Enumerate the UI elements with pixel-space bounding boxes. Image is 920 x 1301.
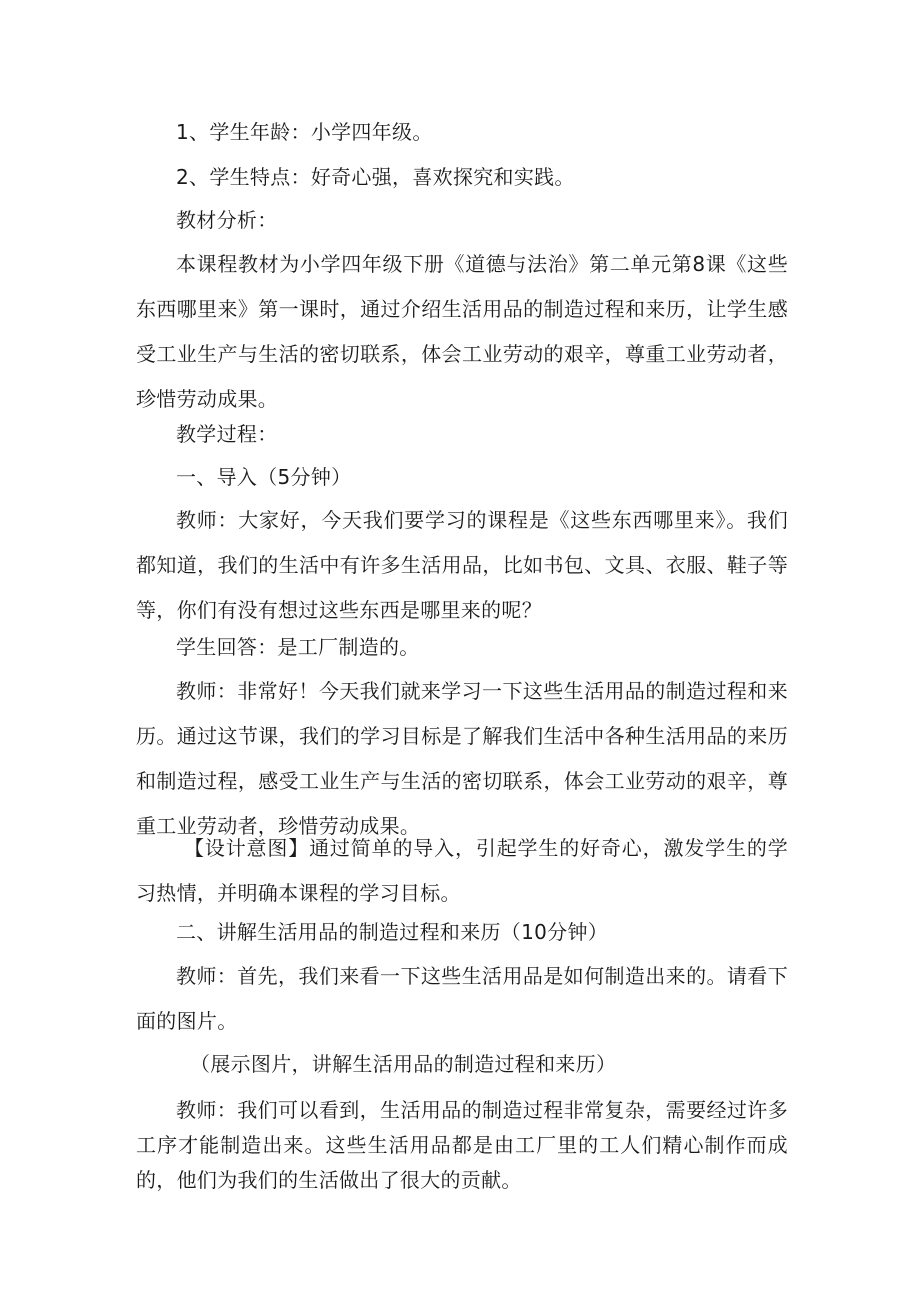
show-pictures-note: （展示图片，讲解生活用品的制造过程和来历） [190,1052,617,1076]
student-age-line: 1、学生年龄：小学四年级。 [176,120,433,144]
student-traits-line: 2、学生特点：好奇心强，喜欢探究和实践。 [176,165,575,189]
textbook-analysis-paragraph: 本课程教材为小学四年级下册《道德与法治》第二单元第8课《这些东西哪里来》第一课时，通过介绍生活用品的制造过程和来历，让学生感受工业生产与生活的密切联系，体会工业劳动的艰辛，尊重工业劳动者，珍惜劳动成果。 [136,252,788,411]
teacher-process-paragraph: 教师：我们可以看到，生活用品的制造过程非常复杂，需要经过许多工序才能制造出来。这些生活用品都是由工厂里的工人们精心制作而成的，他们为我们的生活做出了很大的贡献。 [136,1098,788,1192]
teacher-pictures-paragraph: 教师：首先，我们来看一下这些生活用品是如何制造出来的。请看下面的图片。 [136,964,788,1033]
teaching-process-heading: 教学过程： [176,422,278,446]
teacher-intro-paragraph: 教师：大家好，今天我们要学习的课程是《这些东西哪里来》。我们都知道，我们的生活中有许多生活用品，比如书包、文具、衣服、鞋子等等，你们有没有想过这些东西是哪里来的呢？ [136,508,788,622]
section-one-heading: 一、导入（5分钟） [176,465,352,489]
teacher-goal-paragraph: 教师：非常好！今天我们就来学习一下这些生活用品的制造过程和来历。通过这节课，我们的学习目标是了解我们生活中各种生活用品的来历和制造过程，感受工业生产与生活的密切联系，体会工业劳动的艰辛，尊重工业劳动者，珍惜劳动成果。 [136,679,788,838]
design-intent-paragraph: 【设计意图】通过简单的导入，引起学生的好奇心，激发学生的学习热情，并明确本课程的学习目标。 [136,836,788,905]
student-answer-line: 学生回答：是工厂制造的。 [176,635,420,659]
textbook-analysis-heading: 教材分析： [176,208,278,232]
section-two-heading: 二、讲解生活用品的制造过程和来历（10分钟） [176,920,609,944]
